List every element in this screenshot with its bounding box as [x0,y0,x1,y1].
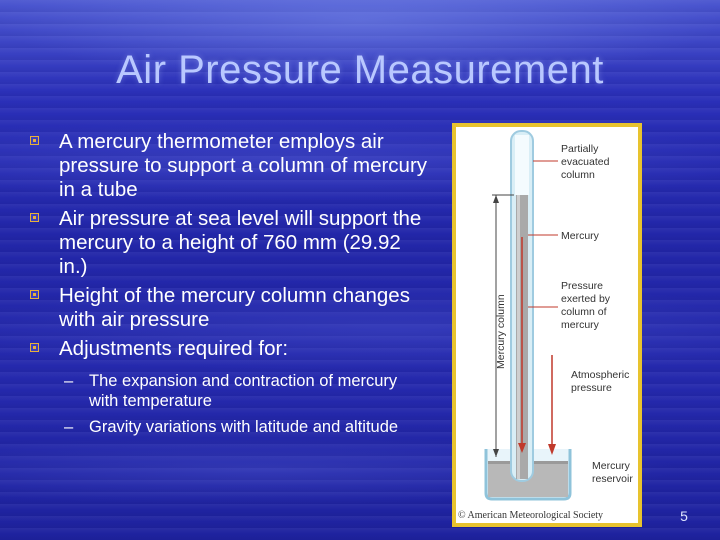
label-pressure: Pressure [561,280,604,292]
bullet-square-icon [30,343,39,352]
bullet-list [30,130,430,443]
bullet-text: Height of the mercury column changes with air pressure [59,284,410,331]
dash-icon: – [64,418,74,436]
label-mercury-column: Mercury column [495,294,507,369]
sub-bullet-item [59,371,430,411]
label-exerted-by: exerted by [561,293,611,305]
label-column-of: column of [561,306,607,318]
slide-title: Air Pressure Measurement [116,48,604,92]
label-pressure-lc: pressure [571,382,612,394]
sub-bullet-item [59,417,430,437]
tube-mercury-highlight [517,195,520,479]
copyright-text: © American Meteorological Society [458,510,604,521]
bullet-item [30,207,430,279]
label-mercury: Mercury [561,230,599,242]
sub-bullet-list [59,371,430,437]
label-column: column [561,169,595,181]
bullet-square-icon [30,213,39,222]
tube-vacuum [515,135,529,195]
bullet-text: Adjustments required for: [59,337,289,360]
bullet-item [30,337,430,437]
dash-icon: – [64,372,74,390]
label-mercury-lc: mercury [561,319,599,331]
column-top-arrowhead [493,195,499,203]
label-evacuated: evacuated [561,156,610,168]
label-atmospheric: Atmospheric [571,369,630,381]
bullet-square-icon [30,136,39,145]
page-number: 5 [680,508,688,524]
barometer-figure [452,123,642,527]
label-reservoir: reservoir [592,473,633,485]
barometer-diagram [456,127,638,523]
label-partially: Partially [561,143,599,155]
sub-bullet-text: The expansion and contraction of mercury with temperature [89,372,398,410]
bullet-item [30,130,430,202]
bullet-text: Air pressure at sea level will support the mercury to a height of 760 mm (29.92 in.) [59,207,422,278]
sub-bullet-text: Gravity variations with latitude and altitude [89,418,399,436]
label-mercury-reservoir: Mercury [592,460,630,472]
bullet-square-icon [30,290,39,299]
bullet-text: A mercury thermometer employs air pressure to support a column of mercury in a tube [59,130,428,201]
bullet-item [30,284,430,332]
